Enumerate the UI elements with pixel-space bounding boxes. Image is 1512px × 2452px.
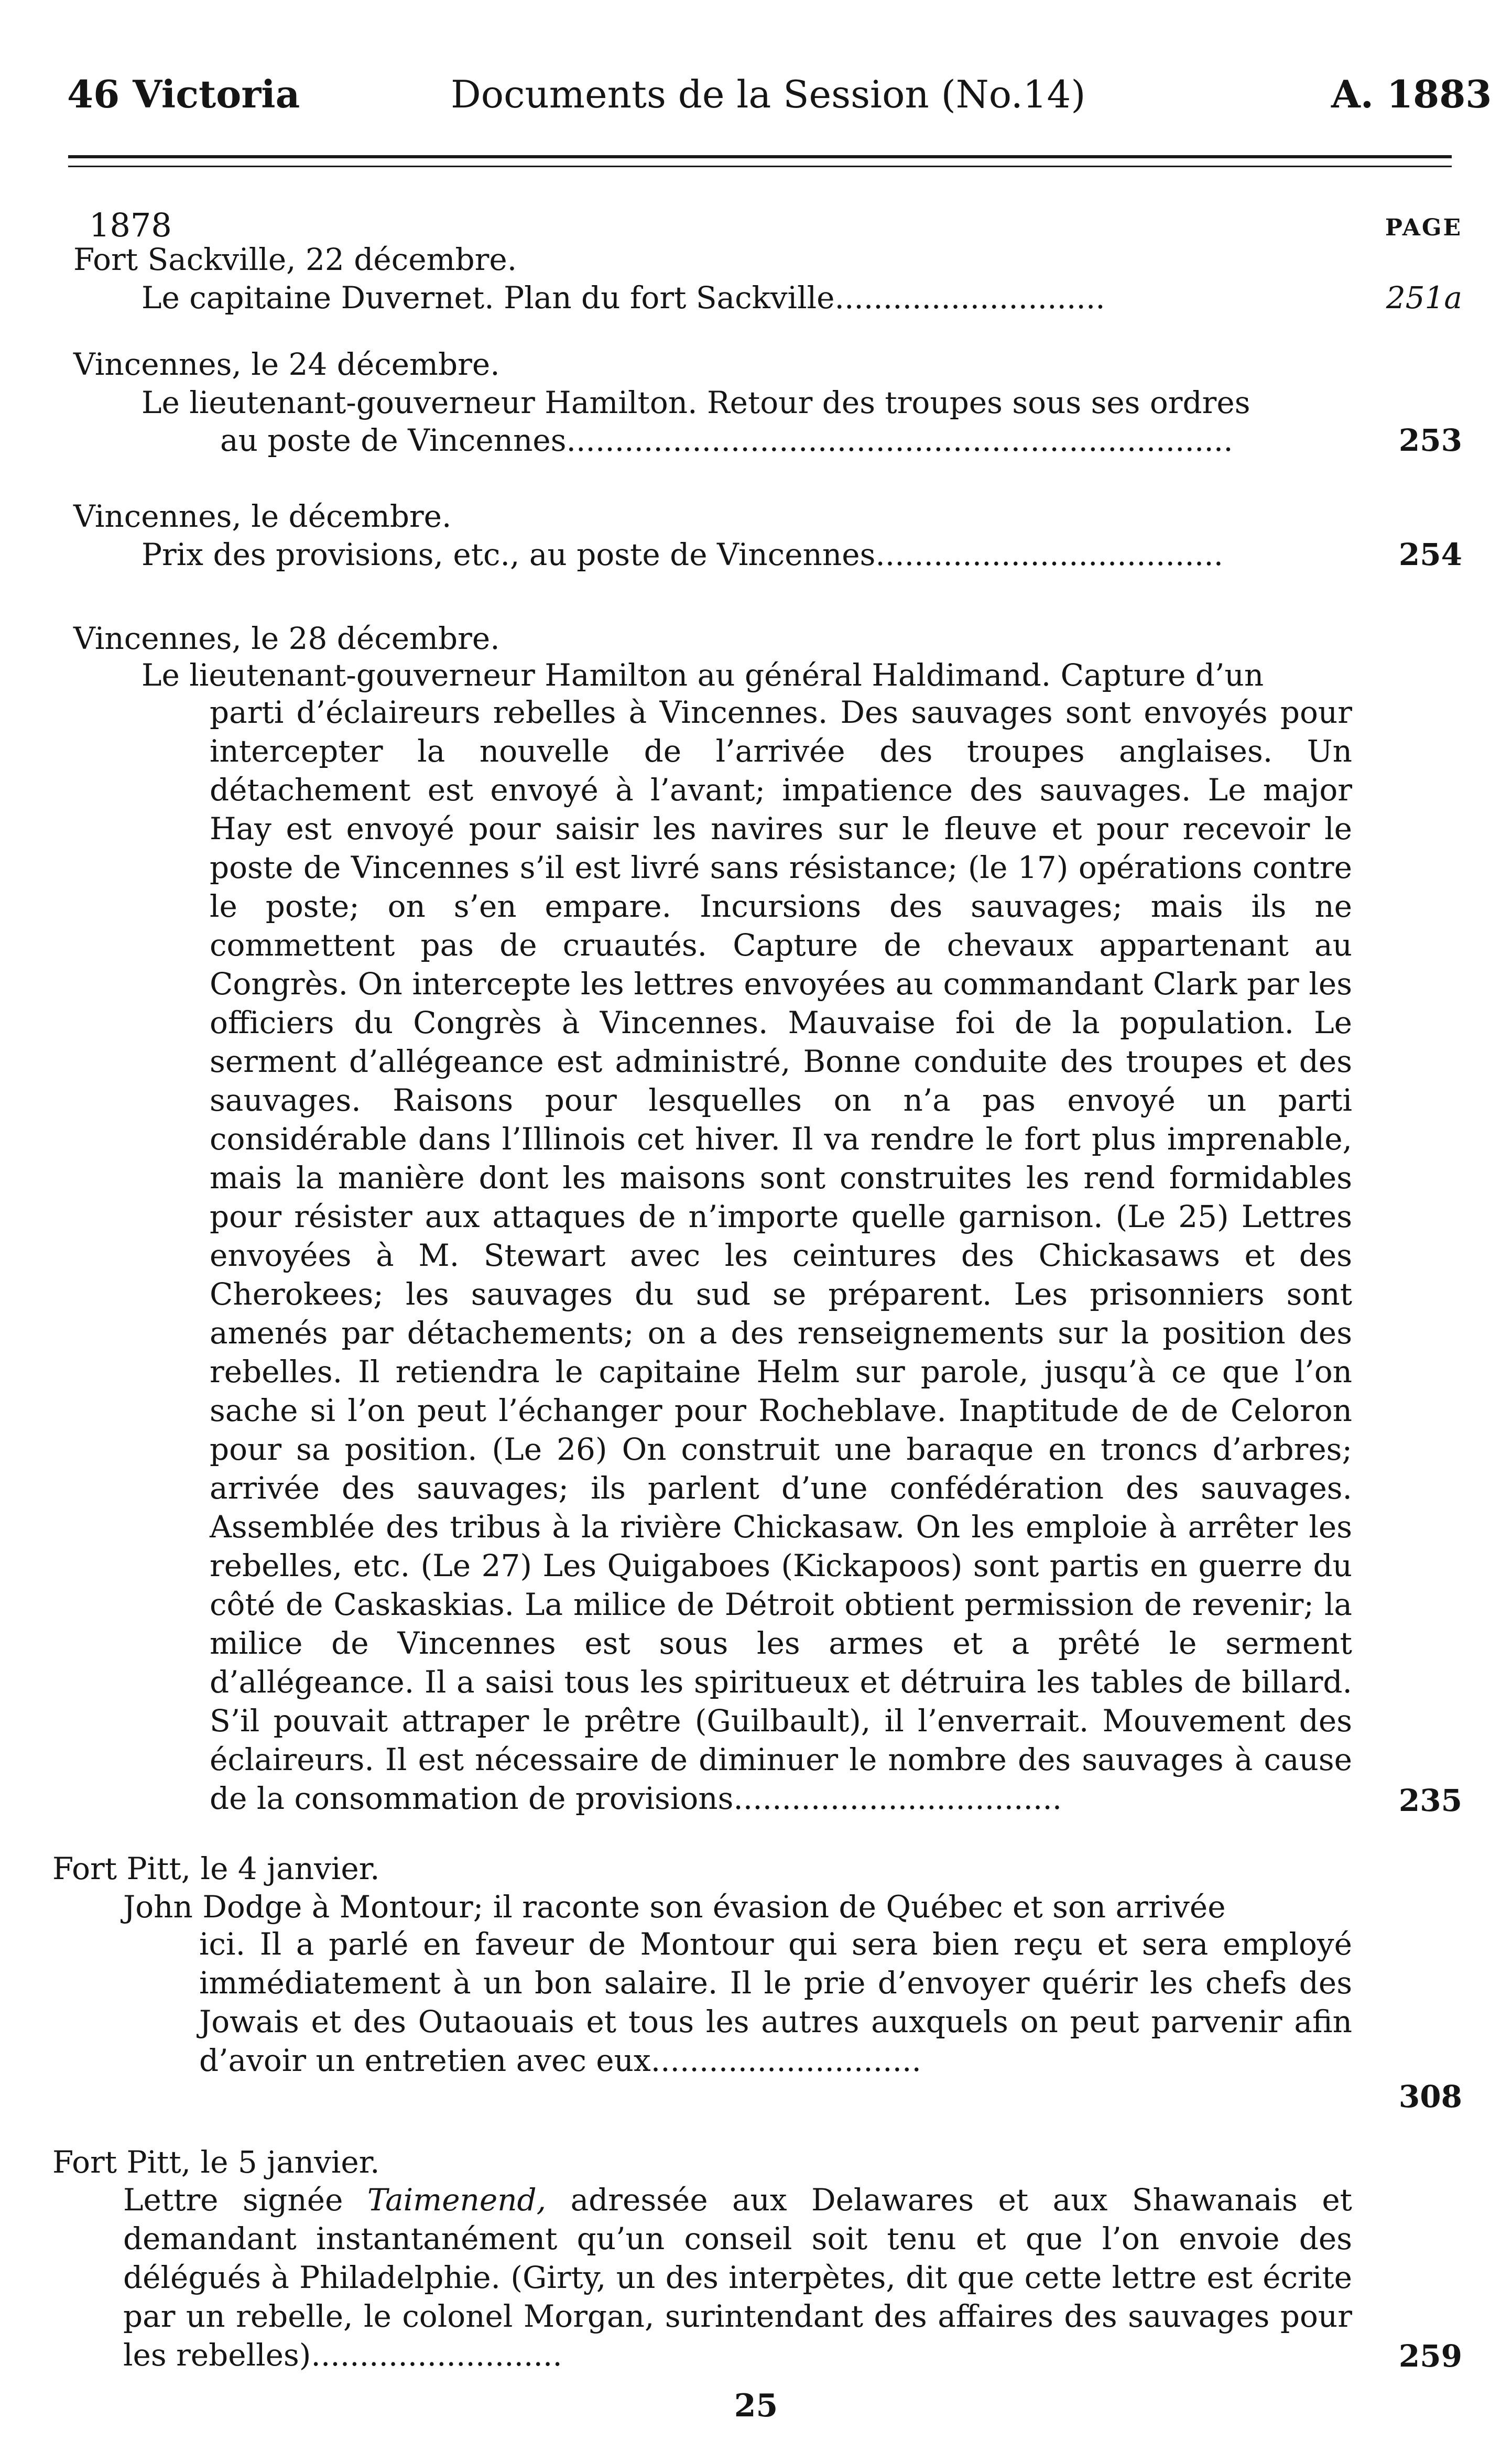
header-year: A. 1883 [1331,72,1492,116]
entry-place-date: Vincennes, le décembre. [73,498,452,534]
footer-page-number: 25 [734,2388,778,2424]
year-label: 1878 [89,206,172,244]
entry-place-date: Fort Pitt, le 4 janvier. [52,1851,380,1886]
entry-place-date: Fort Sackville, 22 décembre. [73,242,517,277]
entry-text-body: ici. Il a parlé en faveur de Montour qui sera bien reçu et sera employé immédiatement à un bon salaire. Il le prie d’envoyer quérir les chefs des Jowais et des Outaouais et tous les autres auxquels on peut parvenir afin d’avoir un entretien avec eux............................ [199,1926,1352,2078]
entry-text: Le lieutenant-gouverneur Hamilton. Retour des troupes sous ses ordres [142,385,1250,420]
entry-page: 251a [1386,280,1462,316]
entry-page: 308 [1398,2079,1462,2114]
header-volume: 46 Victoria [67,72,300,116]
entry-place-date: Fort Pitt, le 5 janvier. [52,2144,380,2180]
entry-text-body: parti d’éclaireurs rebelles à Vincennes. Des sauvages sont envoyés pour intercepter la nouvelle de l’arrivée des troupes anglaises. Un détachement est envoyé à l’avant; impatience des sauvages. Le major Hay est envoyé pour saisir les navires sur le fleuve et pour recevoir le poste de Vincennes s’il est livré sans résistance; (le 17) opérations contre le poste; on s’en empare. Incursions des sauvages; mais ils ne commettent pas de cruautés. Capture de chevaux appartenant au Congrès. On intercepte les lettres envoyées au commandant Clark par les officiers du Congrès à Vincennes. Mauvaise foi de la population. Le serment d’allégeance est administré, Bonne conduite des troupes et des sauvages. Raisons pour lesquelles on n’a pas envoyé un parti considérable dans l’Illinois cet hiver. Il va rendre le fort plus imprenable, mais la manière dont les maisons sont construites les rend formidables pour résister aux attaques de n’importe quelle garnison. (Le 25) Lettres envoyées à M. Stewart avec les ceintures des Chickasaws et des Cherokees; les sauvages du sud se préparent. Les prisonniers sont amenés par détachements; on a des renseignements sur la position des rebelles. Il retiendra le capitaine Helm sur parole, jusqu’à ce que l’on sache si l’on peut l’échanger pour Rocheblave. Inaptitude de de Celoron pour sa position. (Le 26) On construit une baraque en troncs d’arbres; arrivée des sauvages; ils parlent d’une confédération des sauvages. Assemblée des tribus à la rivière Chickasaw. On les emploie à arrêter les rebelles, etc. (Le 27) Les Quigaboes (Kickapoos) sont partis en guerre du côté de Caskaskias. La milice de Détroit obtient permission de revenir; la milice de Vincennes est sous les armes et a prêté le serment d’allégeance. Il a saisi tous les spiritueux et détruira les tables de billard. S’il pouvait attraper le prêtre (Guilbault), il l’enverrait. Mouvement des éclaireurs. Il est nécessaire de diminuer le nombre des sauvages à cause de la consommation de provisions.................................. [210,695,1352,1816]
header-title: Documents de la Session (No.14) [451,72,1086,116]
entry-text: au poste de Vincennes..................................................................... [220,422,1233,458]
entry-text-body: Lettre signée Taimenend, adressée aux Delawares et aux Shawanais et demandant instantanément qu’un conseil soit tenu et que l’on envoie des délégués à Philadelphie. (Girty, un des interpètes, dit que cette lettre est écrite par un rebelle, le colonel Morgan, surintendant des affaires des sauvages pour les rebelles).......................... [123,2182,1352,2373]
header-rule-thin [68,166,1452,167]
header-rule-thick [68,155,1452,158]
entry-place-date: Vincennes, le 24 décembre. [73,346,500,382]
entry-text-first-line: John Dodge à Montour; il raconte son évasion de Québec et son arrivée [123,1889,1226,1925]
entry-page: 254 [1398,537,1462,572]
entry-page: 235 [1398,1783,1462,1818]
entry-text: Le capitaine Duvernet. Plan du fort Sackville............................ [142,280,1105,316]
entry-page: 259 [1398,2338,1462,2374]
entry-text: Prix des provisions, etc., au poste de Vincennes.................................... [142,537,1224,572]
entry-place-date: Vincennes, le 28 décembre. [73,621,500,656]
signature-name: Taimenend, [367,2182,547,2218]
page-column-label: PAGE [1385,214,1462,241]
entry-page: 253 [1398,422,1462,458]
entry-text-first-line: Le lieutenant-gouverneur Hamilton au général Haldimand. Capture d’un [142,657,1264,693]
